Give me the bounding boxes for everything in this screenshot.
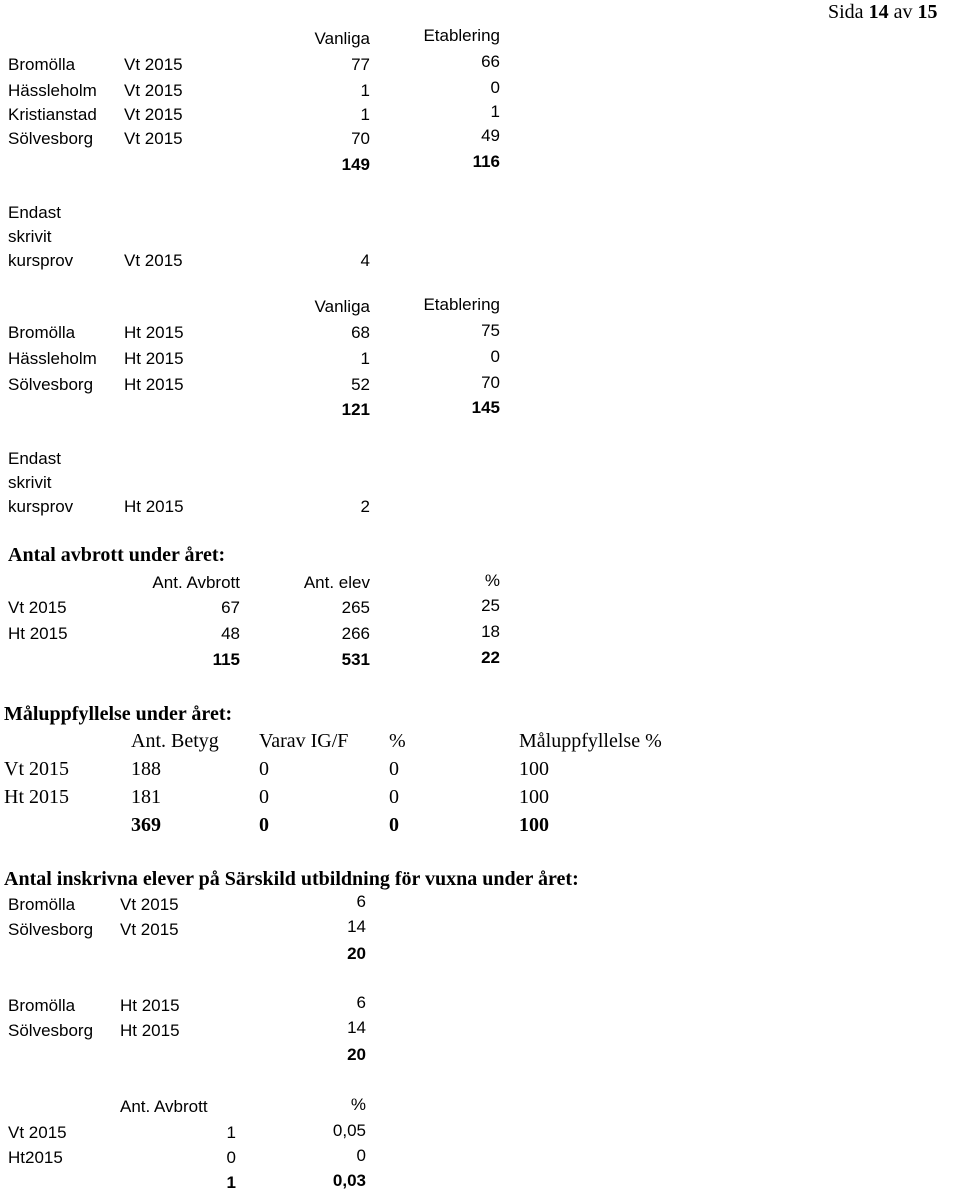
total-ant-avbrott: 1 — [226, 1173, 236, 1192]
total-varav: 0 — [259, 814, 269, 836]
column-header-maluppfyllelse: Måluppfyllelse % — [519, 730, 662, 752]
table-row-etablering: 0 — [490, 347, 500, 366]
table-row-vanliga: 1 — [360, 349, 370, 368]
table-row-term: Vt 2015 — [8, 598, 67, 617]
total-maluppfyllelse: 100 — [519, 814, 549, 836]
table-row-ant-betyg: 188 — [131, 758, 161, 780]
page-number — [828, 2, 937, 22]
page-middle: av — [893, 1, 913, 23]
table-row-term: Ht 2015 — [124, 375, 184, 394]
table-row-percent: 0 — [389, 758, 399, 780]
table-row-vanliga: 77 — [351, 55, 370, 74]
column-header-ant-avbrott: Ant. Avbrott — [120, 1097, 208, 1116]
table-row-etablering: 0 — [490, 78, 500, 97]
endast-label-line: Endast — [8, 203, 61, 222]
total-percent: 0,03 — [332, 1171, 366, 1190]
total-ant-elev: 531 — [341, 650, 370, 669]
endast-label-line: skrivit — [8, 473, 52, 492]
table-row-ant-avbrott: 0 — [226, 1148, 236, 1167]
table-row-municipality: Bromölla — [8, 895, 76, 914]
table-row-count: 14 — [347, 1018, 366, 1037]
column-header-etablering: Etablering — [423, 26, 500, 45]
table-row-term: Ht 2015 — [4, 786, 69, 808]
table-row-municipality: Sölvesborg — [8, 920, 94, 939]
table-row-ant-avbrott: 48 — [221, 624, 240, 643]
table-row-etablering: 49 — [481, 126, 500, 145]
table-row-vanliga: 70 — [351, 129, 370, 148]
column-header-vanliga: Vanliga — [314, 29, 370, 48]
table-row-ant-avbrott: 1 — [226, 1123, 236, 1142]
table-row-count: 14 — [347, 917, 366, 936]
column-header-percent: % — [350, 1095, 366, 1114]
column-header-etablering: Etablering — [423, 295, 500, 314]
table-row-municipality: Sölvesborg — [8, 129, 94, 148]
table-row-municipality: Kristianstad — [8, 105, 97, 124]
total-count: 20 — [347, 944, 366, 963]
table-row-term: Vt 2015 — [8, 1123, 67, 1142]
table-row-percent: 0,05 — [332, 1121, 366, 1140]
table-row-percent: 25 — [481, 596, 500, 615]
table-row-etablering: 70 — [481, 373, 500, 392]
endast-value: 2 — [360, 497, 370, 516]
column-header-percent: % — [389, 730, 406, 752]
section-heading: Måluppfyllelse under året: — [4, 703, 233, 725]
table-row-vanliga: 68 — [351, 323, 370, 342]
total-vanliga: 121 — [341, 400, 370, 419]
table-row-term: Ht 2015 — [124, 323, 184, 342]
table-row-municipality: Hässleholm — [8, 349, 97, 368]
section-heading: Antal inskrivna elever på Särskild utbildning för vuxna under året: — [4, 868, 579, 890]
total-percent: 22 — [481, 648, 500, 667]
section-heading: Antal avbrott under året: — [8, 544, 226, 566]
endast-label-line: kursprov — [8, 251, 74, 270]
total-percent: 0 — [389, 814, 399, 836]
table-row-term: Vt 2015 — [124, 129, 183, 148]
table-row-municipality: Bromölla — [8, 55, 76, 74]
table-row-term: Vt 2015 — [4, 758, 69, 780]
table-row-term: Ht 2015 — [124, 349, 184, 368]
table-row-term: Ht2015 — [8, 1148, 63, 1167]
table-row-vanliga: 1 — [360, 81, 370, 100]
total-etablering: 116 — [472, 152, 500, 171]
endast-label-line: skrivit — [8, 227, 52, 246]
total-vanliga: 149 — [341, 155, 370, 174]
table-row-term: Vt 2015 — [120, 895, 179, 914]
column-header-vanliga: Vanliga — [314, 297, 370, 316]
table-row-varav: 0 — [259, 758, 269, 780]
table-row-vanliga: 52 — [351, 375, 370, 394]
table-row-term: Vt 2015 — [124, 55, 183, 74]
column-header-percent: % — [484, 571, 500, 590]
table-row-term: Ht 2015 — [8, 624, 68, 643]
endast-label-line: kursprov — [8, 497, 74, 516]
table-row-municipality: Hässleholm — [8, 81, 97, 100]
table-row-municipality: Bromölla — [8, 996, 76, 1015]
table-row-etablering: 75 — [481, 321, 500, 340]
table-row-etablering: 66 — [481, 52, 500, 71]
page-prefix: Sida — [828, 1, 864, 23]
endast-label-line: Endast — [8, 449, 61, 468]
endast-term: Ht 2015 — [124, 497, 184, 516]
table-row-term: Vt 2015 — [124, 81, 183, 100]
endast-term: Vt 2015 — [124, 251, 183, 270]
table-row-percent: 18 — [481, 622, 500, 641]
table-row-maluppfyllelse: 100 — [519, 786, 549, 808]
total-ant-betyg: 369 — [131, 814, 161, 836]
column-header-ant-betyg: Ant. Betyg — [131, 730, 219, 752]
endast-value: 4 — [360, 251, 370, 270]
total-ant-avbrott: 115 — [212, 650, 240, 669]
table-row-term: Vt 2015 — [124, 105, 183, 124]
column-header-varav: Varav IG/F — [259, 730, 349, 752]
table-row-percent: 0 — [356, 1146, 366, 1165]
table-row-maluppfyllelse: 100 — [519, 758, 549, 780]
total-etablering: 145 — [471, 398, 500, 417]
column-header-ant-elev: Ant. elev — [303, 573, 370, 592]
table-row-term: Vt 2015 — [120, 920, 179, 939]
page-current: 14 — [868, 1, 889, 23]
table-row-count: 6 — [356, 892, 366, 911]
table-row-percent: 0 — [389, 786, 399, 808]
table-row-ant-betyg: 181 — [131, 786, 161, 808]
table-row-ant-elev: 265 — [341, 598, 370, 617]
table-row-count: 6 — [356, 993, 366, 1012]
page-total: 15 — [917, 1, 938, 23]
table-row-ant-avbrott: 67 — [221, 598, 240, 617]
table-row-municipality: Bromölla — [8, 323, 76, 342]
table-row-varav: 0 — [259, 786, 269, 808]
table-row-vanliga: 1 — [360, 105, 370, 124]
column-header-ant-avbrott: Ant. Avbrott — [152, 573, 240, 592]
table-row-term: Ht 2015 — [120, 996, 180, 1015]
table-row-municipality: Sölvesborg — [8, 1021, 94, 1040]
table-row-ant-elev: 266 — [341, 624, 370, 643]
table-row-municipality: Sölvesborg — [8, 375, 94, 394]
table-row-term: Ht 2015 — [120, 1021, 180, 1040]
total-count: 20 — [347, 1045, 366, 1064]
table-row-etablering: 1 — [490, 102, 500, 121]
